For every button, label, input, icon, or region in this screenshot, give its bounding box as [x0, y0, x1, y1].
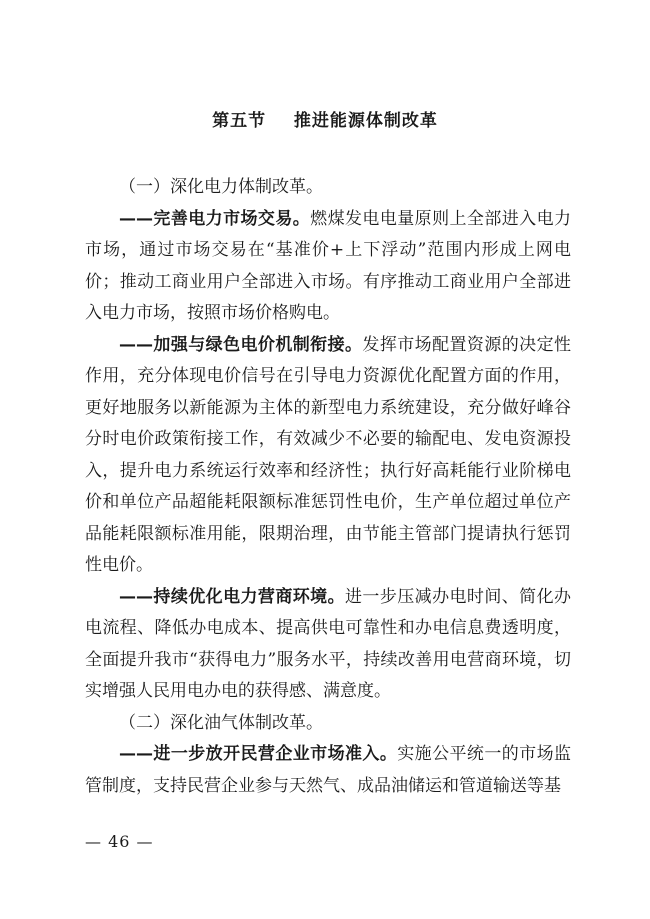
paragraph — [85, 739, 571, 802]
paragraph-text: （二）深化油气体制改革。 — [119, 712, 323, 733]
paragraph-text: 进一步压减办电时间、简化办电流程、降低办电成本、提高供电可靠性和办电信息费透明度，全面提升我市“获得电力”服务水平，持续改善用电营商环境，切实增强人民用电办电的获得感、满意度。 — [85, 586, 571, 701]
paragraph-text: 燃煤发电电量原则上全部进入电力市场，通过市场交易在“基准价+上下浮动”范围内形成上网电价；推动工商业用户全部进入市场。有序推动工商业用户全部进入电力市场，按照市场价格购电。 — [85, 208, 572, 323]
page-number: — 46 — — [85, 832, 154, 851]
paragraph-lead: ——持续优化电力营商环境。 — [119, 586, 345, 607]
paragraph — [85, 582, 571, 708]
paragraph-text: （一）深化电力体制改革。 — [119, 177, 323, 197]
paragraph-text: 发挥市场配置资源的决定性作用，充分体现电价信号在引导电力资源优化配置方面的作用，更好地服务以新能源为主体的新型电力系统建设，充分做好峰谷分时电价政策衔接工作，有效减少不必要的输配电、发电资源投入，提升电力系统运行效率和经济性；执行好高耗能行业阶梯电价和单位产品超能耗限额标准惩罚性电价，生产单位超过单位产品能耗限额标准用能，限期治理，由节能主管部门提请执行惩罚性电价。 — [85, 334, 572, 575]
paragraph-lead: ——完善电力市场交易。 — [119, 208, 311, 229]
section-title: 第五节 推进能源体制改革 — [212, 111, 438, 131]
paragraph-text: 实施公平统一的市场监管制度，支持民营企业参与天然气、成品油储运和管道输送等基 — [85, 744, 571, 796]
paragraph — [85, 204, 571, 330]
paragraph — [85, 708, 571, 740]
paragraph-lead: ——加强与绿色电价机制衔接。 — [119, 334, 363, 355]
paragraph-lead: ——进一步放开民营企业市场准入。 — [119, 744, 398, 764]
paragraph — [85, 330, 571, 582]
body-text — [85, 172, 571, 802]
paragraph — [85, 172, 571, 204]
